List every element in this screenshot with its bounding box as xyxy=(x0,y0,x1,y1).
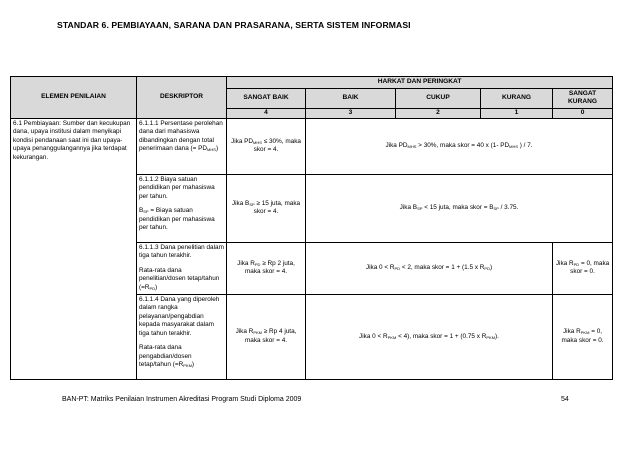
criteria-pre: Jika R xyxy=(235,328,254,336)
table-row xyxy=(11,118,613,174)
criteria-sub: MHS xyxy=(253,139,262,145)
criteria-sub2: MHS xyxy=(509,144,518,150)
score-1: 1 xyxy=(481,109,553,119)
page-number: 54 xyxy=(561,396,569,403)
descriptor-text: 6.1.1.3 Dana penelitian dalam tiga tahun terakhir. xyxy=(139,243,224,260)
criteria-pre: Jika R xyxy=(562,328,581,336)
grade-baik: BAIK xyxy=(306,88,396,108)
criteria-pre: Jika 0 < R xyxy=(365,264,395,272)
grade-sangat-kurang: SANGAT KURANG xyxy=(553,88,613,108)
descriptor-note-post: ) xyxy=(191,360,195,368)
criteria-sangat-baik xyxy=(227,242,306,294)
score-4: 4 xyxy=(227,109,306,119)
descriptor-note-pre: Rata-rata dana pengabdian/dosen tetap/tahun (=R xyxy=(139,344,192,368)
element-cell: 6.1 Pembiayaan: Sumber dan kecukupan dana, upaya institusi dalam menyikapi kondisi pendanaan saat ini dan upaya-upaya penanggulangannya jika terdapat kekurangan. xyxy=(11,118,137,379)
criteria-post: ) xyxy=(489,264,493,272)
criteria-sub: PKM xyxy=(580,330,590,336)
criteria-sub2: PD xyxy=(484,266,490,272)
descriptor-note-pre: B xyxy=(139,207,144,215)
criteria-sangat-baik xyxy=(227,174,306,242)
criteria-post: ≥ Rp 2 juta, maka skor = 4. xyxy=(244,259,295,276)
assessment-table xyxy=(10,76,613,380)
criteria-post: ≥ Rp 4 juta, maka skor = 4. xyxy=(244,328,297,344)
criteria-pre: Jika B xyxy=(231,199,250,207)
criteria-post: ≥ 15 juta, maka skor = 4. xyxy=(253,199,301,216)
criteria-sub: MHS xyxy=(407,144,417,150)
grade-sangat-baik: SANGAT BAIK xyxy=(227,88,306,108)
descriptor-note-sub: PD xyxy=(149,285,156,291)
criteria-sub: PD xyxy=(573,261,580,267)
criteria-sub2: PKM xyxy=(486,334,496,340)
criteria-sangat-kurang xyxy=(553,294,613,379)
criteria-sub: SP xyxy=(249,201,255,207)
criteria-post: ≤ 30%, maka skor = 4. xyxy=(253,137,301,154)
score-2: 2 xyxy=(396,109,481,119)
criteria-pre: Jika R xyxy=(555,259,574,267)
criteria-sub: PKM xyxy=(253,330,262,336)
criteria-rest xyxy=(306,174,613,242)
descriptor-cell xyxy=(137,174,227,242)
score-0: 0 xyxy=(553,109,613,119)
criteria-sub: PKM xyxy=(387,334,397,340)
header-elemen: ELEMEN PENILAIAN xyxy=(11,77,137,119)
descriptor-cell xyxy=(137,294,227,379)
criteria-sangat-baik xyxy=(227,294,306,379)
criteria-pre: Jika B xyxy=(399,204,418,212)
footer-text: BAN-PT: Matriks Penilaian Instrumen Akreditasi Program Studi Diploma 2009 xyxy=(62,396,302,403)
descriptor-note-pre: Rata-rata dana penelitian/dosen tetap/tahun (=R xyxy=(139,266,220,291)
descriptor-text: 6.1.1.4 Dana yang diperoleh dalam rangka pelayanan/pengabdian kepada masyarakat dalam tiga tahun terakhir. xyxy=(139,295,220,337)
grade-cukup: CUKUP xyxy=(396,88,481,108)
header-deskriptor: DESKRIPTOR xyxy=(137,77,227,119)
criteria-pre: Jika R xyxy=(237,259,255,267)
criteria-sub: PD xyxy=(254,261,261,267)
descriptor-cell xyxy=(137,242,227,294)
criteria-post: / 3.75. xyxy=(498,204,519,212)
criteria-pre: Jika 0 < R xyxy=(359,332,388,340)
score-3: 3 xyxy=(306,109,396,119)
criteria-pre: Jika PD xyxy=(231,137,254,145)
descriptor-note-sub: SP xyxy=(143,209,149,215)
descriptor-text: 6.1.1.1 Persentase perolehan dana dari mahasiswa dibandingkan dengan total penerimaan dana (= PD xyxy=(139,119,223,153)
criteria-mid: < 2, maka skor = 1 + (1.5 x R xyxy=(400,264,485,272)
descriptor-note-post: = Biaya satuan pendidikan per mahasiswa per tahun. xyxy=(139,207,215,232)
criteria-mid: < 4), maka skor = 1 + (0.75 x R xyxy=(396,332,487,340)
criteria-rest xyxy=(306,118,613,174)
criteria-sangat-kurang xyxy=(553,242,613,294)
criteria-mid: > 30%, maka skor = 40 x (1- PD xyxy=(416,142,510,150)
criteria-sub2: SP xyxy=(493,206,499,212)
descriptor-sub: MHS xyxy=(207,147,216,153)
criteria-mid: < 15 juta, maka skor = B xyxy=(422,204,494,212)
descriptor-text: 6.1.1.2 Biaya satuan pendidikan per mahasiswa per tahun. xyxy=(139,175,215,200)
criteria-post: = 0, maka skor = 0. xyxy=(570,259,610,276)
criteria-post: ). xyxy=(495,332,499,340)
descriptor-end: ) xyxy=(215,145,219,153)
descriptor-note-sub: PKM xyxy=(183,362,192,368)
descriptor-note-post: ) xyxy=(155,283,158,291)
grade-kurang: KURANG xyxy=(481,88,553,108)
criteria-mid-range xyxy=(306,242,553,294)
criteria-post: ) / 7. xyxy=(518,142,533,150)
criteria-pre: Jika PD xyxy=(385,142,408,150)
criteria-sub: SP xyxy=(417,206,423,212)
criteria-sub: PD xyxy=(394,266,401,272)
descriptor-cell xyxy=(137,118,227,174)
criteria-sangat-baik xyxy=(227,118,306,174)
criteria-post: = 0, maka skor = 0. xyxy=(561,328,604,344)
page-title: STANDAR 6. PEMBIAYAAN, SARANA DAN PRASARANA, SERTA SISTEM INFORMASI xyxy=(57,20,411,30)
header-row xyxy=(11,77,613,89)
header-harkat: HARKAT DAN PERINGKAT xyxy=(227,77,613,89)
criteria-mid-range xyxy=(306,294,553,379)
